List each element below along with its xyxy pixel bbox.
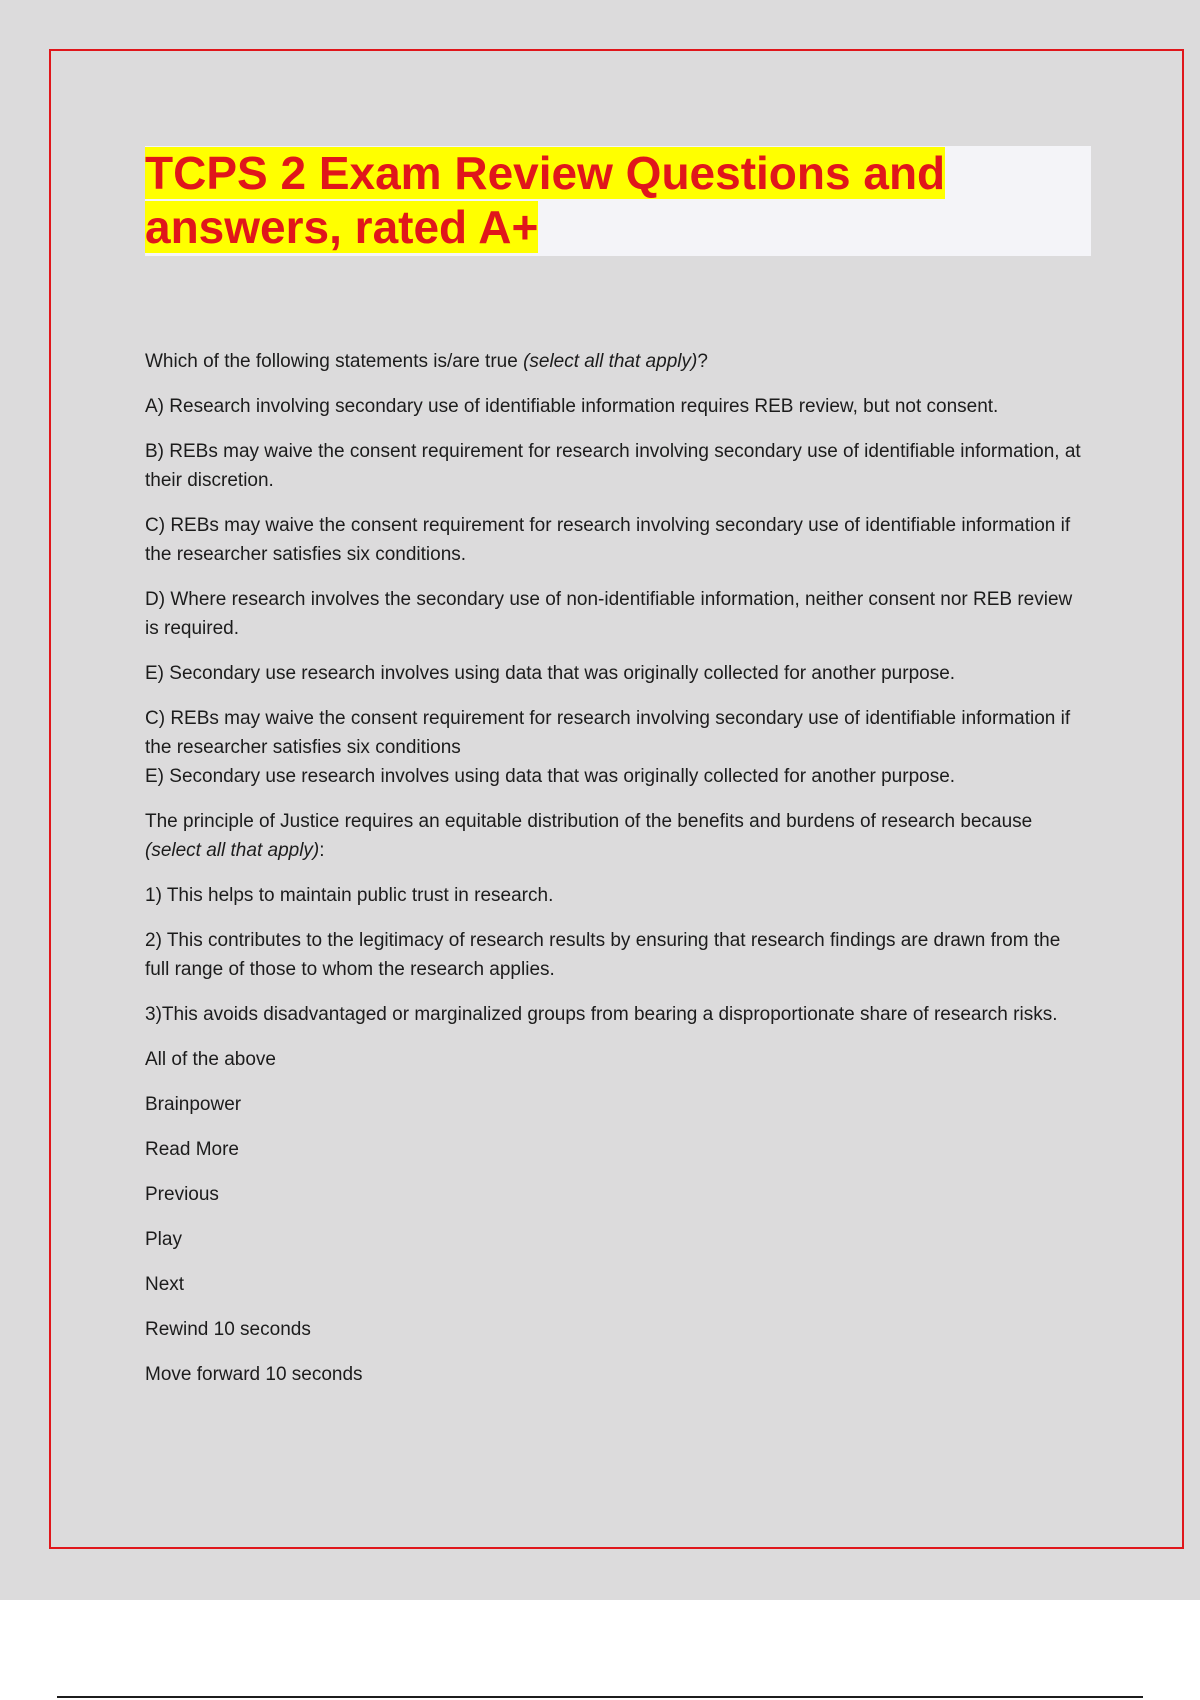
trailing-text-rewind: Rewind 10 seconds <box>145 1319 311 1340</box>
title-highlight: TCPS 2 Exam Review Questions and answers, rated A+ <box>145 147 946 253</box>
document-title <box>145 146 1045 254</box>
question-1-stem: Which of the following statements is/are true (select all that apply)? <box>145 351 708 372</box>
question-1-option-d: D) Where research involves the secondary use of non-identifiable information, neither consent nor REB review is required. <box>145 589 1073 639</box>
question-1-answer-c: C) REBs may waive the consent requirement for research involving secondary use of identifiable information if the researcher satisfies six conditions <box>145 708 1071 758</box>
trailing-text-brainpower: Brainpower <box>145 1094 242 1115</box>
trailing-text-previous: Previous <box>145 1184 219 1205</box>
trailing-text-forward: Move forward 10 seconds <box>145 1364 363 1385</box>
question-2-stem: The principle of Justice requires an equitable distribution of the benefits and burdens of research because (select all that apply): <box>145 811 1033 861</box>
question-2-option-2: 2) This contributes to the legitimacy of research results by ensuring that research findings are drawn from the full range of those to whom the research applies. <box>145 930 1061 980</box>
question-1-option-a: A) Research involving secondary use of identifiable information requires REB review, but not consent. <box>145 396 999 417</box>
trailing-text-play: Play <box>145 1229 182 1250</box>
question-1-option-e: E) Secondary use research involves using data that was originally collected for another purpose. <box>145 663 956 684</box>
question-1-answer-e: E) Secondary use research involves using data that was originally collected for another purpose. <box>145 766 956 787</box>
trailing-text-next: Next <box>145 1274 185 1295</box>
question-1-option-b: B) REBs may waive the consent requirement for research involving secondary use of identifiable information, at their discretion. <box>145 441 1081 491</box>
question-1-option-c: C) REBs may waive the consent requirement for research involving secondary use of identifiable information if the researcher satisfies six conditions. <box>145 515 1071 565</box>
question-2-option-3: 3)This avoids disadvantaged or marginalized groups from bearing a disproportionate share of research risks. <box>145 1004 1058 1025</box>
footer-rule <box>57 1696 1143 1698</box>
question-2-answer: All of the above <box>145 1049 276 1070</box>
document-body <box>145 347 1085 1405</box>
question-2-option-1: 1) This helps to maintain public trust in research. <box>145 885 554 906</box>
trailing-text-read-more: Read More <box>145 1139 239 1160</box>
